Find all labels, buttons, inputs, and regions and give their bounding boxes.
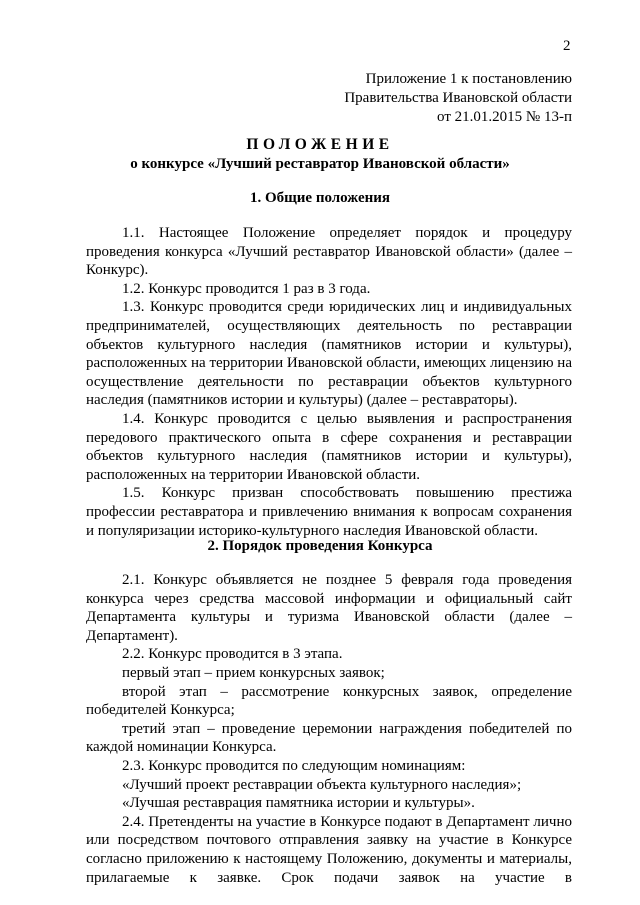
section-2-body bbox=[86, 571, 572, 887]
paragraph-1-4: 1.4. Конкурс проводится с целью выявления и распространения передового практического опыта в сфере сохранения и реставрации объектов культурного наследия (памятников истории и культуры), расположенных на территории Ивановской области. bbox=[86, 410, 572, 483]
paragraph-1-1: 1.1. Настоящее Положение определяет порядок и процедуру проведения конкурса «Лучший реставратор Ивановской области» (далее – Конкурс). bbox=[86, 225, 572, 279]
nomination-2: «Лучшая реставрация памятника истории и культуры». bbox=[122, 795, 475, 812]
paragraph-stage-3: третий этап – проведение церемонии награждения победителей по каждой номинации Конкурса. bbox=[86, 720, 572, 756]
paragraph-stage-1: первый этап – прием конкурсных заявок; bbox=[122, 664, 385, 681]
paragraph-stage-2: второй этап – рассмотрение конкурсных заявок, определение победителей Конкурса; bbox=[86, 683, 572, 719]
section-2-heading: 2. Порядок проведения Конкурса bbox=[207, 538, 433, 554]
appendix-line-2: Правительства Ивановской области bbox=[344, 90, 572, 106]
paragraph-2-2: 2.2. Конкурс проводится в 3 этапа. bbox=[122, 646, 343, 663]
paragraph-1-2: 1.2. Конкурс проводится 1 раз в 3 года. bbox=[122, 280, 371, 297]
section-1-heading: 1. Общие положения bbox=[249, 190, 391, 206]
page-number: 2 bbox=[563, 38, 571, 54]
paragraph-1-3: 1.3. Конкурс проводится среди юридических лиц и индивидуальных предпринимателей, осуществляющих деятельность по реставрации объектов культурного наследия (памятников истории и культуры), расположенных на территории Ивановской области, имеющих лицензию на осуществление деятельности по реставрации объектов культурного наследия (памятников истории и культуры) (далее – реставраторы). bbox=[86, 299, 572, 409]
appendix-note bbox=[344, 70, 572, 127]
paragraph-1-5: 1.5. Конкурс призван способствовать повышению престижа профессии реставратора и привлечению внимания к вопросам сохранения и популяризации историко-культурного наследия Ивановской области. bbox=[86, 485, 572, 539]
appendix-line-3: от 21.01.2015 № 13-п bbox=[437, 109, 572, 125]
paragraph-2-1: 2.1. Конкурс объявляется не позднее 5 февраля года проведения конкурса через средства массовой информации и официальный сайт Департамента культуры и туризма Ивановской области (далее – Департамент). bbox=[86, 572, 572, 644]
section-1-body bbox=[86, 224, 572, 540]
nomination-1: «Лучший проект реставрации объекта культурного наследия»; bbox=[122, 776, 522, 793]
paragraph-2-3: 2.3. Конкурс проводится по следующим номинациям: bbox=[122, 757, 466, 774]
appendix-line-1: Приложение 1 к постановлению bbox=[365, 71, 572, 87]
document-subtitle: о конкурсе «Лучший реставратор Ивановской области» bbox=[130, 156, 510, 172]
paragraph-2-4: 2.4. Претенденты на участие в Конкурсе подают в Департамент лично или посредством почтового отправления заявку на участие в Конкурсе согласно приложению к настоящему Положению, документы и материалы, прилагаемые к заявке. Срок подачи заявок на участие в bbox=[86, 813, 572, 886]
document-title: ПОЛОЖЕНИЕ bbox=[246, 136, 394, 153]
